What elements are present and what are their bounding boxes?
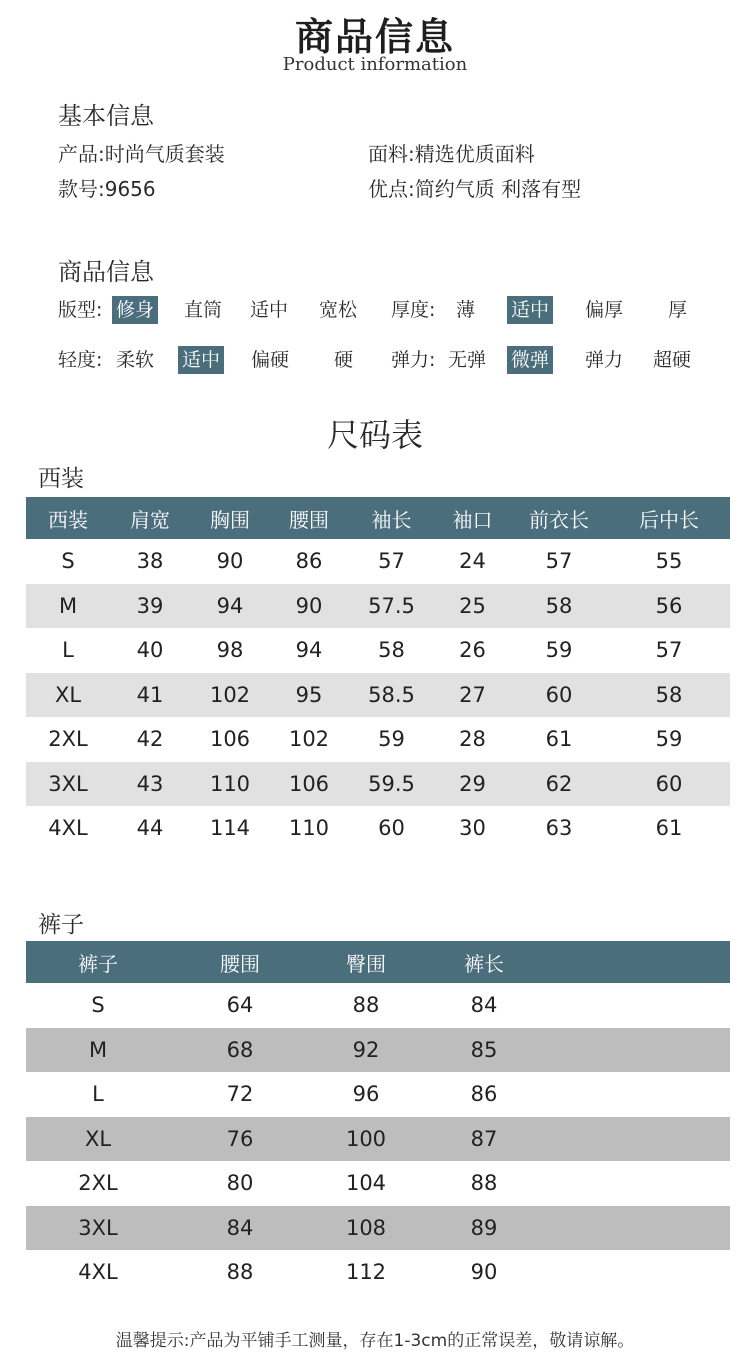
table-cell: 58.5 (348, 673, 435, 718)
table-cell: 89 (422, 1206, 546, 1251)
table-row (26, 1161, 730, 1206)
table-cell: 102 (190, 673, 270, 718)
table-cell: 95 (270, 673, 348, 718)
table-cell: 3XL (26, 762, 110, 807)
table-cell: 59 (378, 727, 405, 752)
table-row (26, 717, 730, 762)
table-cell: 42 (136, 727, 164, 752)
table-cell: 58 (378, 638, 405, 663)
measurement-note: 温馨提示:产品为平铺手工测量，存在1-3cm的正常误差，敬请谅解。 (115, 1331, 635, 1351)
table-cell: 25 (435, 584, 510, 629)
table-cell: 3XL (26, 1206, 170, 1251)
table-cell: 39 (110, 584, 190, 629)
table-cell: 102 (288, 727, 330, 752)
table-row (26, 1028, 730, 1073)
suit-col-header: 袖长 (348, 497, 435, 539)
suit-col-header: 前衣长 (510, 497, 608, 539)
table-cell: 88 (226, 1260, 254, 1285)
table-cell (546, 1250, 730, 1295)
weight-option-stiff: 硬 (334, 349, 354, 371)
thickness-option-thick: 厚 (668, 299, 688, 321)
suit-col-header: 腰围 (270, 497, 348, 539)
style-number: 款号:9656 (58, 177, 156, 201)
weight-option-medium: 适中 (178, 346, 224, 374)
pants-col-header: 腰围 (170, 941, 310, 983)
table-cell: L (62, 638, 74, 663)
table-cell: 104 (345, 1171, 387, 1196)
pants-col-header: 臀围 (310, 941, 422, 983)
table-cell: 38 (136, 549, 164, 574)
fit-option-slim: 修身 (112, 296, 158, 324)
fabric-info: 面料:精选优质面料 (368, 142, 535, 166)
thickness-option-medium: 适中 (507, 296, 553, 324)
table-cell: 106 (270, 762, 348, 807)
suit-col-header: 后中长 (608, 497, 730, 539)
table-cell: 40 (136, 638, 164, 663)
table-cell: 56 (608, 584, 730, 629)
table-cell: 94 (190, 584, 270, 629)
attr-row-fit-thickness (58, 296, 708, 326)
table-cell: 106 (209, 727, 251, 752)
table-cell: 92 (310, 1028, 422, 1073)
table-cell (546, 983, 730, 1028)
suit-col-header: 西装 (26, 497, 110, 539)
table-cell: 41 (110, 673, 190, 718)
table-cell: 63 (545, 816, 573, 841)
table-cell: 90 (270, 584, 348, 629)
table-cell: 58 (510, 584, 608, 629)
table-cell: 88 (470, 1171, 498, 1196)
advantage-info: 优点:简约气质 利落有型 (368, 177, 582, 201)
table-cell: 98 (216, 638, 244, 663)
fit-label: 版型: (58, 299, 103, 321)
elasticity-option-stretch: 弹力 (585, 349, 624, 371)
table-row (26, 983, 730, 1028)
table-cell: 58 (608, 673, 730, 718)
table-cell (546, 1072, 730, 1117)
table-cell (546, 1028, 730, 1073)
table-cell: 61 (655, 816, 683, 841)
table-cell: 27 (435, 673, 510, 718)
table-cell: 4XL (78, 1260, 118, 1285)
table-cell: 112 (345, 1260, 387, 1285)
fit-option-straight: 直筒 (184, 299, 223, 321)
table-row (26, 539, 730, 584)
table-cell: 68 (170, 1028, 310, 1073)
pants-col-header (546, 941, 730, 983)
pants-col-header: 裤长 (422, 941, 546, 983)
page-title: 商品信息 (294, 14, 455, 59)
table-row (26, 673, 730, 718)
table-cell: 44 (136, 816, 164, 841)
pants-size-table (26, 941, 730, 1295)
pants-table-body (26, 983, 730, 1295)
table-cell: 24 (459, 549, 486, 574)
fit-option-loose: 宽松 (319, 299, 358, 321)
table-cell: 29 (435, 762, 510, 807)
fit-option-medium: 适中 (250, 299, 289, 321)
suit-size-table (26, 497, 730, 851)
product-attrs-heading: 商品信息 (58, 258, 154, 286)
table-cell: 84 (470, 993, 498, 1018)
table-cell: 86 (295, 549, 323, 574)
table-cell: 57.5 (348, 584, 435, 629)
table-cell: 87 (422, 1117, 546, 1162)
table-cell: 84 (170, 1206, 310, 1251)
table-cell: 114 (209, 816, 251, 841)
pants-heading: 裤子 (38, 912, 84, 938)
table-cell: L (92, 1082, 104, 1107)
table-row (26, 806, 730, 851)
table-cell: 110 (190, 762, 270, 807)
table-cell: M (26, 1028, 170, 1073)
page-subtitle: Product information (282, 54, 468, 75)
table-cell (546, 1117, 730, 1162)
table-row (26, 1072, 730, 1117)
elasticity-option-slight: 微弹 (507, 346, 553, 374)
size-chart-title: 尺码表 (326, 416, 423, 454)
suit-col-header: 胸围 (190, 497, 270, 539)
table-row (26, 1250, 730, 1295)
table-cell: 76 (170, 1117, 310, 1162)
table-cell (546, 1206, 730, 1251)
product-name: 产品:时尚气质套装 (58, 142, 225, 166)
table-row (26, 762, 730, 807)
weight-option-stiffish: 偏硬 (251, 349, 290, 371)
weight-label: 轻度: (58, 349, 103, 371)
table-cell: 2XL (48, 727, 88, 752)
table-cell: 59.5 (348, 762, 435, 807)
suit-col-header: 肩宽 (110, 497, 190, 539)
suit-col-header: 袖口 (435, 497, 510, 539)
table-cell: 59 (655, 727, 683, 752)
table-cell: S (61, 549, 75, 574)
table-cell: 30 (459, 816, 486, 841)
table-cell: 94 (295, 638, 323, 663)
table-row (26, 1206, 730, 1251)
table-cell: S (91, 993, 105, 1018)
pants-table-header (26, 941, 730, 983)
table-cell: 85 (422, 1028, 546, 1073)
table-cell: 57 (545, 549, 573, 574)
table-cell: 4XL (48, 816, 88, 841)
table-cell: 60 (608, 762, 730, 807)
thickness-option-thin: 薄 (456, 299, 476, 321)
weight-option-soft: 柔软 (116, 349, 155, 371)
table-cell: 86 (470, 1082, 498, 1107)
table-cell: 60 (378, 816, 405, 841)
table-cell: M (26, 584, 110, 629)
table-cell: 2XL (78, 1171, 118, 1196)
elasticity-option-superstiff: 超硬 (653, 349, 692, 371)
table-cell: 60 (510, 673, 608, 718)
elasticity-option-none: 无弹 (448, 349, 487, 371)
attr-row-weight-elasticity (58, 346, 708, 376)
suit-table-body (26, 539, 730, 851)
table-cell: 26 (459, 638, 486, 663)
table-cell: 43 (110, 762, 190, 807)
basic-info-heading: 基本信息 (58, 102, 154, 130)
table-row (26, 628, 730, 673)
table-cell: 55 (655, 549, 683, 574)
table-cell: 62 (510, 762, 608, 807)
table-cell: XL (26, 1117, 170, 1162)
table-row (26, 1117, 730, 1162)
table-cell: 64 (226, 993, 254, 1018)
table-cell: 90 (216, 549, 244, 574)
thickness-option-thickish: 偏厚 (585, 299, 624, 321)
table-cell: 110 (288, 816, 330, 841)
table-cell: 88 (352, 993, 380, 1018)
table-cell: 61 (545, 727, 573, 752)
pants-col-header: 裤子 (26, 941, 170, 983)
table-cell: 100 (310, 1117, 422, 1162)
elasticity-label: 弹力: (391, 349, 436, 371)
table-cell: 80 (226, 1171, 254, 1196)
suit-heading: 西装 (38, 466, 84, 492)
table-cell: 108 (310, 1206, 422, 1251)
table-cell: 57 (655, 638, 683, 663)
table-cell: 72 (226, 1082, 254, 1107)
suit-table-header (26, 497, 730, 539)
table-cell (546, 1161, 730, 1206)
table-cell: 57 (378, 549, 405, 574)
table-cell: 59 (545, 638, 573, 663)
table-cell: XL (26, 673, 110, 718)
thickness-label: 厚度: (391, 299, 436, 321)
table-cell: 28 (459, 727, 486, 752)
table-row (26, 584, 730, 629)
table-cell: 96 (352, 1082, 380, 1107)
table-cell: 90 (470, 1260, 498, 1285)
